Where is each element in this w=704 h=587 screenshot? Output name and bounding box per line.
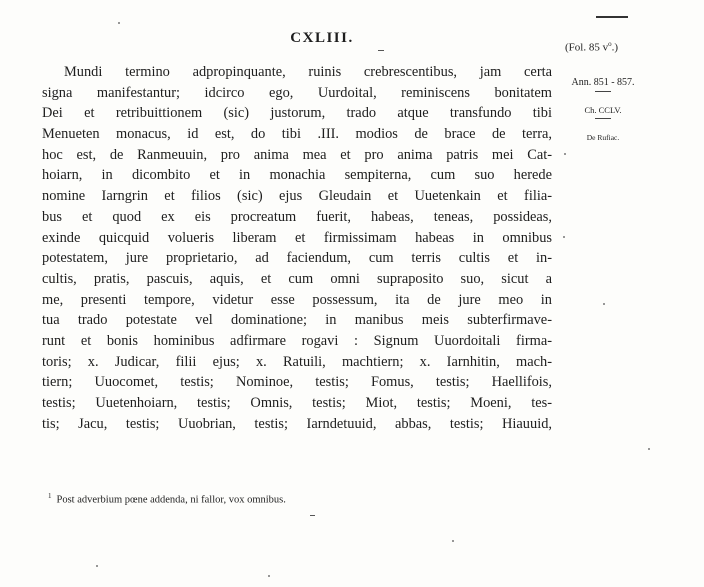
text-line: Mundi termino adpropinquante, ruinis crebrescentibus, jam certa xyxy=(64,64,552,80)
scan-speck xyxy=(564,153,566,155)
margin-charter-ref: Ch. CCLV. xyxy=(584,105,622,115)
scan-speck xyxy=(118,22,120,24)
text-line: me, presenti tempore, videtur esse possessum, ita de jure meo in xyxy=(42,291,552,308)
text-line: Menueten monacus, id est, do tibi .III. modios de brace de terra, xyxy=(42,126,552,143)
folio-close: .) xyxy=(611,41,619,54)
margin-rule xyxy=(595,91,611,92)
scan-mark xyxy=(596,16,628,18)
footnote-number: 1 xyxy=(48,492,52,500)
charter-body-text xyxy=(42,62,552,434)
text-line: toris; x. Judicar, filii ejus; x. Ratuili, machtiern; x. Iarnhitin, mach- xyxy=(42,353,552,370)
folio-label: (Fol. 85 v xyxy=(565,41,609,54)
footnote-text: Post adverbium pœne addenda, ni fallor, vox omnibus. xyxy=(56,494,286,506)
text-line: bus et quod ex eis procreatum fuerit, habeas, teneas, possideas, xyxy=(42,208,552,225)
margin-year-range: Ann. 851 - 857. xyxy=(571,77,635,88)
text-line: exinde quicquid volueris liberam et firmissimam habeas in omnibus xyxy=(42,229,552,246)
margin-rule xyxy=(595,118,611,119)
text-line: Dei et retribuittionem (sic) justorum, trado atque transfundo tibi xyxy=(42,105,552,122)
text-line: cultis, pratis, pascuis, aquis, et cum omni supraposito suo, sicut a xyxy=(42,270,552,287)
text-line: tis; Jacu, testis; Uuobrian, testis; Iarndetuuid, abbas, testis; Hiauuid, xyxy=(42,415,552,432)
text-line: potestatem, jure proprietario, ad faciendum, cum terris cultis et in- xyxy=(42,250,552,267)
text-line: hoc est, de Ranmeuuin, pro anima mea et pro anima patris mei Cat- xyxy=(42,146,552,163)
folio-reference xyxy=(565,40,618,54)
text-line: nomine Iarngrin et filios (sic) ejus Gleudain et Uuetenkain et filia- xyxy=(42,188,552,205)
folio-superscript: o xyxy=(608,40,612,48)
text-line: tiern; Uuocomet, testis; Nominoe, testis; Fomus, testis; Haellifois, xyxy=(42,374,552,391)
scan-speck xyxy=(603,303,605,305)
scan-speck xyxy=(268,575,270,577)
margin-source: De Rufiac. xyxy=(586,133,620,142)
scan-speck xyxy=(563,236,565,238)
text-line: testis; Uuetenhoiarn, testis; Omnis, testis; Miot, testis; Moeni, tes- xyxy=(42,395,552,411)
scan-speck xyxy=(648,448,650,450)
charter-number-heading: CXLIII. xyxy=(290,30,354,46)
margin-notes xyxy=(557,77,649,142)
scan-speck xyxy=(452,540,454,542)
scan-mark xyxy=(310,515,315,516)
text-line: tua trado potestate vel dominatione; in manibus meis subterfirmave- xyxy=(42,312,552,329)
text-line: hoiarn, in dicombito et in monachia sempiterna, cum suo herede xyxy=(42,167,552,184)
text-line: signa manifestantur; idcirco ego, Uurdoital, reminiscens bonitatem xyxy=(42,84,552,101)
scan-speck xyxy=(96,565,98,567)
text-line: runt et bonis hominibus adfirmare rogavi : Signum Uuordoitali firma- xyxy=(42,332,552,349)
footnote xyxy=(48,492,548,506)
scan-mark xyxy=(378,50,384,51)
